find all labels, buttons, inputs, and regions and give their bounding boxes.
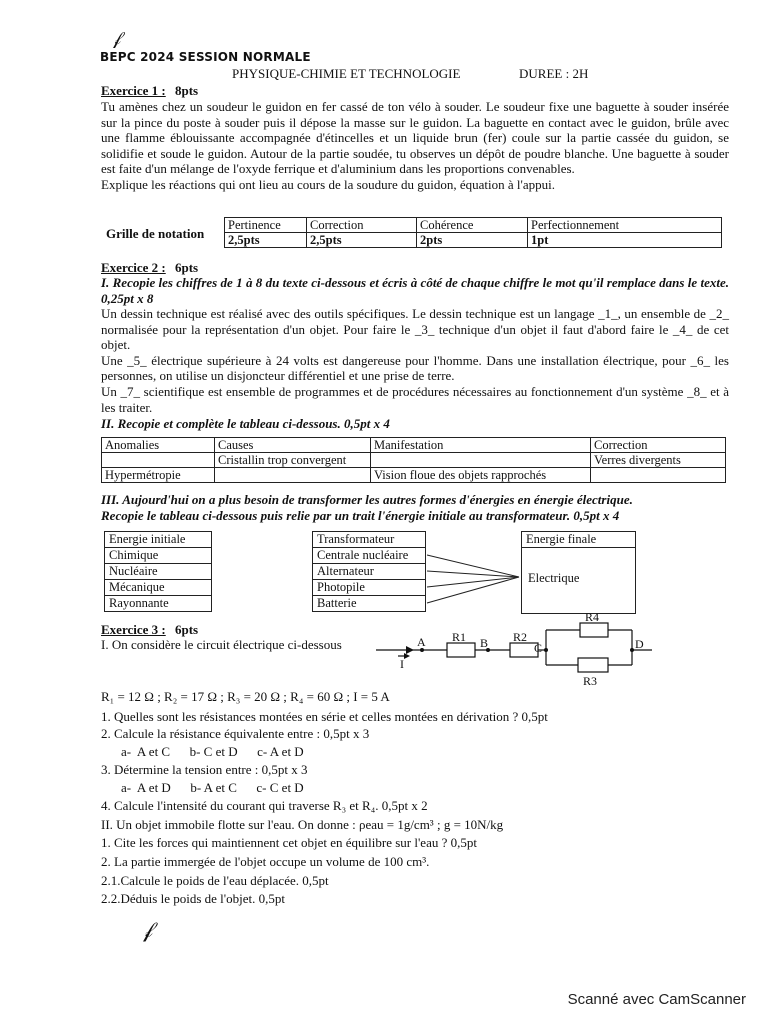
ex1-points: 8pts [174, 83, 199, 98]
grid-header: Perfectionnement [528, 218, 722, 233]
ex3-p2q21: 2.1.Calcule le poids de l'eau déplacée. 0,5pt [101, 873, 329, 888]
energy-initial-item: Energie initiale [104, 531, 212, 548]
ex3-p2q1: 1. Cite les forces qui maintiennent cet objet en équilibre sur l'eau ? 0,5pt [101, 835, 477, 850]
label-r3: R3 [583, 674, 598, 688]
ex3-title: Exercice 3 : [101, 622, 166, 637]
energy-initial-item: Chimique [104, 548, 212, 564]
label-b: B [480, 636, 489, 650]
ex2-q3a: III. Aujourd'hui on a plus besoin de transformer les autres formes d'énergies en énergie électrique. [101, 492, 633, 507]
transformer-item: Alternateur [312, 564, 426, 580]
transformer-item: Centrale nucléaire [312, 548, 426, 564]
session-title: BEPC 2024 SESSION NORMALE [100, 50, 311, 64]
circuit-diagram [370, 610, 660, 690]
energy-initial-item: Mécanique [104, 580, 212, 596]
ex3-points: 6pts [174, 622, 199, 637]
ex3-q3: 3. Détermine la tension entre : 0,5pt x 3 [101, 762, 308, 777]
label-r2: R2 [513, 630, 528, 644]
ex1-body-text: Tu amènes chez un soudeur le guidon en fer cassé de ton vélo à souder. Le soudeur fixe une baguette à souder insérée sur la pince du poste à souder puis il dépose la masse sur le guidon. La baguette en contact avec le guidon, brûle avec une flamme éblouissante accompagnée d'étincelles et un liquide brun (fer) coule sur la partie cassée du guidon, se solidifie et soude le guidon. Autour de la partie soudée, tu observes un dépôt de poudre blanche. Une baguette à souder est faite d'un mélange de l'oxyde ferrique et d'aluminium dans les proportions convenables. [101, 99, 729, 177]
duration: DUREE : 2H [519, 66, 589, 81]
signature-mark-top: 𝒻 [113, 28, 122, 49]
eye-cell: Vision floue des objets rapprochés [371, 468, 591, 483]
resistor-r1 [447, 643, 475, 657]
ex2-text1: Un dessin technique est réalisé avec des outils spécifiques. Le dessin technique est un langage _1_, un ensemble de _2_ normalisée pour la représentation d'un objet. Pour faire le _3_ technique d'un objet il faut d'abord faire le _4_ de cet objet. [101, 306, 729, 353]
label-a: A [417, 635, 426, 649]
connector-line [427, 577, 519, 587]
grid-label: Grille de notation [106, 226, 205, 241]
final-energy-value: Electrique [528, 571, 580, 585]
ex2-text2: Une _5_ électrique supérieure à 24 volts est dangereuse pour l'homme. Dans une installation électrique, pour _6_ les personnes, on utilise un disjoncteur différentiel et une prise de terre. [101, 352, 729, 384]
ex3-q2-options: a- A et C b- C et D c- A et D [121, 744, 304, 759]
ex3-part2: II. Un objet immobile flotte sur l'eau. On donne : ρeau = 1g/cm³ ; g = 10N/kg [101, 817, 504, 832]
ex3-q2: 2. Calcule la résistance équivalente entre : 0,5pt x 3 [101, 726, 370, 741]
label-r1: R1 [452, 630, 467, 644]
transformer-item: Batterie [312, 596, 426, 612]
eye-header: Anomalies [102, 438, 215, 453]
ex3-q4: 4. Calcule l'intensité du courant qui traverse R₃ et R₄. 0,5pt x 2 [101, 798, 428, 813]
label-r4: R4 [585, 610, 600, 624]
grid-header: Cohérence [417, 218, 528, 233]
ex3-q1: 1. Quelles sont les résistances montées en série et celles montées en dérivation ? 0,5pt [101, 709, 548, 724]
label-c: C [534, 641, 543, 655]
ex2-title: Exercice 2 : [101, 260, 166, 275]
transformer-item: Transformateur [312, 531, 426, 548]
node-c [544, 648, 548, 652]
grid-value: 2,5pts [307, 233, 417, 248]
scanner-footer: Scanné avec CamScanner [567, 991, 746, 1008]
ex2-q2: II. Recopie et complète le tableau ci-dessous. 0,5pt x 4 [101, 416, 390, 431]
ex2-q1: I. Recopie les chiffres de 1 à 8 du texte ci-dessous et écris à côté de chaque chiffre le mot qu'il remplace dans le texte. 0,25pt x 8 [101, 275, 729, 306]
ex1-title: Exercice 1 : [101, 83, 166, 98]
energy-initial-item: Nucléaire [104, 564, 212, 580]
grid-value: 1pt [528, 233, 722, 248]
grid-value: 2,5pts [225, 233, 307, 248]
resistor-r4 [580, 623, 608, 637]
label-i: I [400, 657, 404, 671]
ex3-heading [101, 622, 198, 638]
node-d [630, 648, 634, 652]
label-d: D [635, 637, 644, 651]
eye-header: Correction [591, 438, 726, 453]
eye-cell: Verres divergents [591, 453, 726, 468]
ex1-question: Explique les réactions qui ont lieu au cours de la soudure du guidon, équation à l'appui. [101, 176, 555, 192]
grid-header: Correction [307, 218, 417, 233]
eye-cell: Hypermétropie [102, 468, 215, 483]
subject-title: PHYSIQUE-CHIMIE ET TECHNOLOGIE [232, 66, 461, 81]
connector-line [427, 577, 519, 603]
energy-initial-item: Rayonnante [104, 596, 212, 612]
ex3-intro: I. On considère le circuit électrique ci-dessous [101, 637, 342, 652]
grid-header: Pertinence [225, 218, 307, 233]
eye-header: Causes [215, 438, 371, 453]
ex3-q3-options: a- A et D b- A et C c- C et D [121, 780, 304, 795]
resistor-values: R₁ = 12 Ω ; R₂ = 17 Ω ; R₃ = 20 Ω ; R₄ = 60 Ω ; I = 5 A [101, 689, 390, 704]
eye-cell: Cristallin trop convergent [215, 453, 371, 468]
current-arrow-head [406, 646, 414, 654]
ex2-q3b: Recopie le tableau ci-dessous puis relie par un trait l'énergie initiale au transformateur. 0,5pt x 4 [101, 508, 620, 523]
signature-mark-bottom: 𝒻 [143, 918, 153, 943]
ex3-p2q2: 2. La partie immergée de l'objet occupe un volume de 100 cm³. [101, 854, 430, 869]
grid-value: 2pts [417, 233, 528, 248]
ex2-points: 6pts [174, 260, 199, 275]
eye-header: Manifestation [371, 438, 591, 453]
final-energy-header: Energie finale [522, 532, 635, 548]
transformer-item: Photopile [312, 580, 426, 596]
ex2-text3: Un _7_ scientifique est ensemble de programmes et de procédures nécessaires au fonctionnement d'un système _8_ et à les traiter. [101, 383, 729, 415]
ex3-p2q22: 2.2.Déduis le poids de l'objet. 0,5pt [101, 891, 285, 906]
resistor-r3 [578, 658, 608, 672]
